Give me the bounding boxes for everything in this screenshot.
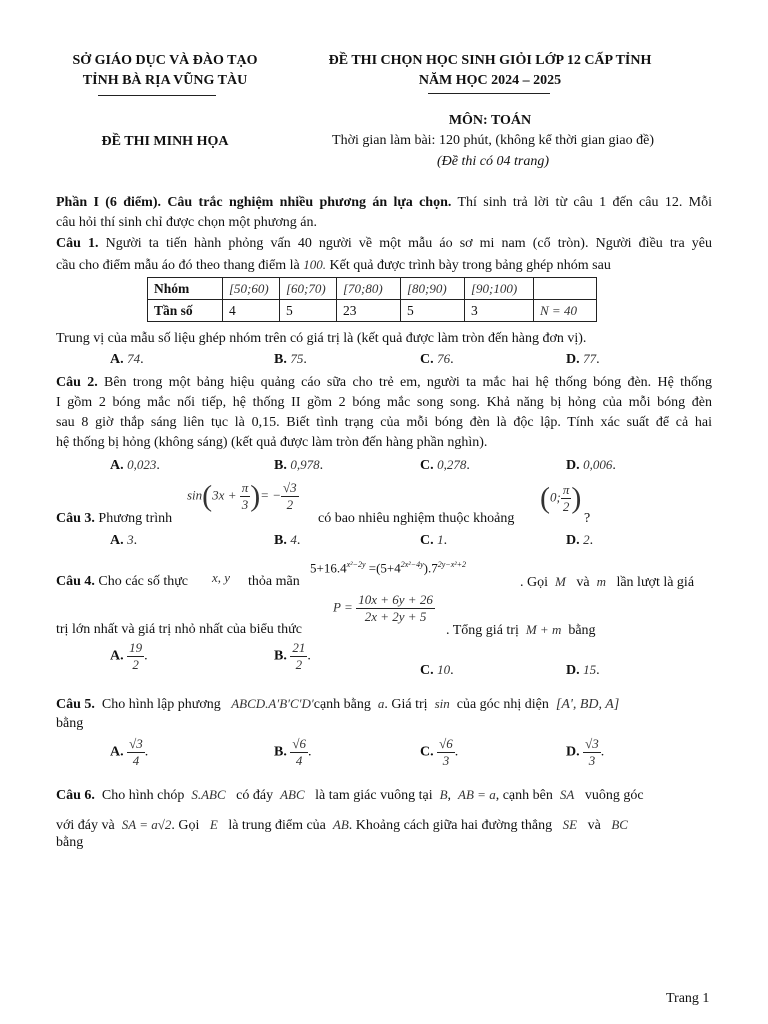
denominator: 4	[295, 753, 303, 768]
q4-expression-P	[333, 592, 435, 625]
denominator: 2x + 2y + 5	[364, 609, 427, 624]
q6-text: Cho hình chóp	[101, 788, 185, 803]
pages-note: (Đề thi có 04 trang)	[437, 154, 549, 169]
exam-title: ĐỀ THI CHỌN HỌC SINH GIỎI LỚP 12 CẤP TỈNH	[328, 53, 652, 68]
q2-label: Câu 2.	[56, 375, 98, 390]
eq-sin: sin	[187, 487, 203, 503]
option-value: 3	[127, 532, 134, 547]
q6-text: . Khoảng cách giữa hai đường thẳng	[348, 818, 553, 833]
q2-line4: hệ thống bị hỏng (không sáng) (kết quả được làm tròn đến hàng phần nghìn).	[56, 435, 488, 450]
q3-question-mark: ?	[584, 511, 591, 526]
frequency-table	[147, 277, 597, 322]
q6-text: vuông góc	[584, 788, 644, 803]
q6-text: , cạnh bên	[495, 788, 553, 803]
table-cell: [80;90)	[401, 278, 465, 300]
q6-text: ,	[447, 788, 452, 803]
department-name: SỞ GIÁO DỤC VÀ ĐÀO TẠO	[72, 53, 258, 68]
q5-option-c[interactable]: C. $\frac{√6}{3}$ .	[420, 736, 459, 768]
eq-part: =(5+4	[368, 560, 401, 576]
paren-left: (	[202, 479, 213, 513]
q6-text: là tam giác vuông tại	[315, 788, 433, 803]
option-label: D.	[566, 533, 580, 548]
page-number: Trang 1	[666, 991, 710, 1006]
table-cell: 23	[337, 300, 401, 322]
q2-option-d[interactable]: D. 0,006.	[566, 457, 616, 473]
q4-text: và	[576, 575, 590, 590]
q1-option-d[interactable]: D. 77.	[566, 351, 600, 367]
q2-text: Bên trong một bảng hiệu quảng cáo sữa cho trẻ em, người ta mắc hai hệ thống bóng đèn. Hệ thống	[97, 375, 712, 390]
pi-over-2-fraction	[561, 482, 572, 515]
option-label: B.	[274, 648, 287, 664]
q5-text: Cho hình lập phương	[101, 697, 221, 712]
option-label: B.	[274, 352, 287, 367]
q2-option-a[interactable]: A. 0,023.	[110, 457, 160, 473]
fraction	[290, 736, 308, 769]
math-term: S.ABC	[191, 787, 226, 802]
q3-text: Phương trình	[94, 511, 173, 526]
math-term: B	[439, 787, 448, 802]
option-value: 0,278	[437, 457, 467, 472]
q1-scale: 100.	[303, 257, 327, 272]
part1-instruction-cont: câu hỏi thí sinh chỉ được chọn một phương án.	[56, 215, 317, 230]
option-label: B.	[274, 533, 287, 548]
q3-text-b: có bao nhiêu nghiệm thuộc khoảng	[318, 511, 515, 526]
province-name: TỈNH BÀ RỊA VŨNG TÀU	[82, 73, 248, 88]
numerator: π	[241, 480, 249, 495]
q4-text: bằng	[568, 623, 596, 638]
q1-text-b1: cầu cho điểm mẫu áo đó theo thang điểm là	[56, 258, 304, 273]
eq-arg: 3x +	[212, 487, 240, 503]
var-M: M	[555, 574, 566, 589]
numerator: 10x + 6y + 26	[358, 592, 433, 607]
option-label: D.	[566, 663, 580, 678]
var-a: a	[377, 696, 385, 711]
eq-exponent: 2x²−4y	[400, 560, 424, 569]
school-year: NĂM HỌC 2024 – 2025	[418, 73, 562, 88]
table-cell: [70;80)	[337, 278, 401, 300]
q4-text: lần lượt là giá	[616, 575, 695, 590]
denominator: 2	[295, 657, 303, 672]
q4-option-a[interactable]: A. $\frac{19}{2}$ .	[110, 640, 148, 672]
option-label: A.	[110, 352, 124, 367]
q2-line3: sau 8 giờ thắp sáng liên tục là 0,15. Biết tình trạng của mỗi bóng đèn là độc lập. Tính xác suất để cả hai	[56, 415, 712, 430]
sin-fn: sin	[434, 696, 450, 711]
option-value: 2	[583, 532, 590, 547]
option-value: 76	[437, 351, 451, 366]
denominator: 2	[286, 497, 294, 512]
paren-right: )	[571, 481, 582, 515]
denominator: 2	[562, 499, 570, 514]
interval-left: 0;	[550, 489, 561, 505]
q4-text-f	[446, 620, 596, 641]
option-value: 77	[583, 351, 597, 366]
q5-option-a[interactable]: A. $\frac{√3}{4}$ .	[110, 736, 149, 768]
option-value: 1	[437, 532, 444, 547]
sum-expr: M + m	[525, 622, 562, 637]
table-row	[148, 300, 597, 322]
dihedral-angle: [A', BD, A]	[555, 697, 620, 712]
q4-text: . Tổng giá trị	[446, 623, 519, 638]
q4-option-c[interactable]: C. 10.	[420, 662, 454, 678]
option-label: B.	[274, 458, 287, 473]
option-value: 0,006	[583, 457, 613, 472]
q1-text-b2: Kết quả được trình bày trong bảng ghép nhóm sau	[326, 258, 611, 273]
option-value: 10	[437, 662, 451, 677]
q5-text: . Giá trị	[384, 697, 428, 712]
exam-type: ĐỀ THI MINH HỌA	[101, 134, 229, 149]
table-cell: 3	[465, 300, 534, 322]
math-term: ABC	[280, 787, 305, 802]
fraction	[127, 736, 145, 769]
q4-vars: x, y	[212, 570, 231, 585]
option-label: C.	[420, 458, 434, 473]
q4-text-b: thỏa mãn	[248, 574, 300, 589]
q4-option-d[interactable]: D. 15.	[566, 662, 600, 678]
q6-text: và	[587, 818, 601, 833]
q5-text: cạnh bằng	[313, 697, 371, 712]
q3-label: Câu 3.	[56, 511, 95, 526]
table-cell: N = 40	[534, 300, 597, 322]
q5-label: Câu 5.	[56, 697, 95, 712]
pi-over-3-fraction	[240, 480, 251, 513]
option-value: 4	[290, 532, 297, 547]
numerator: 21	[292, 640, 306, 655]
option-label: D.	[566, 744, 580, 760]
part1-intro	[56, 193, 712, 213]
sqrt3-over-2-fraction	[281, 480, 299, 513]
math-term: AB = a	[458, 787, 496, 802]
q6-line3: bằng	[56, 835, 84, 850]
q4-text: Cho các số thực	[94, 574, 189, 589]
math-term: BC	[611, 817, 628, 832]
eq-exponent: 2y−x²+2	[437, 560, 467, 569]
q5-option-d[interactable]: D. $\frac{√3}{3}$ .	[566, 736, 605, 768]
header-right	[300, 51, 680, 91]
numerator: √6	[292, 736, 306, 751]
q3-option-c[interactable]: C. 1.	[420, 532, 448, 548]
q4-option-b[interactable]: B. $\frac{21}{2}$ .	[274, 640, 311, 672]
eq-exponent: x²−2y	[346, 560, 366, 569]
q3-option-d[interactable]: D. 2.	[566, 532, 594, 548]
exam-time: Thời gian làm bài: 120 phút, (không kể thời gian giao đề)	[332, 133, 654, 148]
denominator: 3	[442, 753, 450, 768]
math-term: E	[209, 817, 218, 832]
denominator: 3	[588, 753, 596, 768]
q5-text: của góc nhị diện	[456, 697, 549, 712]
var-P: P =	[333, 599, 353, 615]
option-value: 74	[127, 351, 141, 366]
math-term: SA	[559, 787, 575, 802]
q4-text: . Gọi	[520, 575, 548, 590]
q1-text-a: Người ta tiến hành phỏng vấn 40 người về một mẫu áo sơ mi nam (cổ tròn). Người điều tra yêu	[98, 236, 712, 251]
q6-line1	[56, 785, 644, 806]
numerator: √6	[439, 736, 453, 751]
option-label: A.	[110, 533, 124, 548]
math-term: AB	[332, 817, 349, 832]
option-label: A.	[110, 458, 124, 473]
math-term: SA = a√2	[121, 817, 172, 832]
numerator: π	[562, 482, 570, 497]
q6-text: có đáy	[236, 788, 274, 803]
numerator: √3	[585, 736, 599, 751]
option-label: C.	[420, 533, 434, 548]
table-cell: [90;100)	[465, 278, 534, 300]
P-fraction	[356, 592, 435, 625]
denominator: 2	[132, 657, 139, 672]
option-value: 75	[290, 351, 304, 366]
fraction	[437, 736, 455, 769]
denominator: 3	[241, 497, 249, 512]
q2-option-c[interactable]: C. 0,278.	[420, 457, 470, 473]
option-label: A.	[110, 648, 124, 664]
option-label: A.	[110, 744, 124, 760]
q3-interval	[540, 482, 581, 515]
q1-text	[56, 234, 712, 254]
option-label: C.	[420, 744, 434, 760]
q4-text-a	[56, 572, 188, 592]
q1-text-b	[56, 255, 712, 276]
q1-option-b[interactable]: B. 75.	[274, 351, 307, 367]
q2-line1	[56, 373, 712, 393]
option-label: C.	[420, 663, 434, 678]
q1-option-a[interactable]: A. 74.	[110, 351, 144, 367]
q6-text: với đáy và	[56, 818, 115, 833]
q3-text-a	[56, 509, 172, 529]
option-label: D.	[566, 458, 580, 473]
table-cell: [60;70)	[280, 278, 337, 300]
q1-question: Trung vị của mẫu số liệu ghép nhóm trên có giá trị là (kết quả được làm tròn đến hàng đơn vị).	[56, 331, 587, 346]
q6-text: là trung điểm của	[228, 818, 326, 833]
header-right-underline	[428, 93, 550, 94]
q5-text-a	[56, 694, 619, 715]
numerator: √3	[283, 480, 297, 495]
eq-part: 5+16.4	[310, 560, 347, 576]
eq-mid: = −	[260, 487, 282, 503]
option-value: 0,023	[127, 457, 157, 472]
option-value: 15	[583, 662, 597, 677]
q2-option-b[interactable]: B. 0,978.	[274, 457, 324, 473]
option-label: D.	[566, 352, 580, 367]
fraction	[583, 736, 601, 769]
q1-option-c[interactable]: C. 76.	[420, 351, 454, 367]
denominator: 4	[132, 753, 140, 768]
q3-option-a[interactable]: A. 3.	[110, 532, 138, 548]
fraction	[290, 640, 307, 673]
q5-option-b[interactable]: B. $\frac{√6}{4}$ .	[274, 736, 312, 768]
part1-title: Phần I (6 điểm). Câu trắc nghiệm nhiều phương án lựa chọn.	[56, 195, 452, 210]
q6-text: . Gọi	[171, 818, 200, 833]
paren-left: (	[540, 481, 550, 515]
table-cell: 5	[280, 300, 337, 322]
math-term: SE	[562, 817, 578, 832]
table-row	[148, 278, 597, 300]
part1-instruction: Thí sinh trả lời từ câu 1 đến câu 12. Mỗi	[451, 195, 713, 210]
q3-option-b[interactable]: B. 4.	[274, 532, 301, 548]
subject: MÔN: TOÁN	[448, 113, 532, 128]
option-label: C.	[420, 352, 434, 367]
q2-line2: I gồm 2 bóng mắc nối tiếp, hệ thống II gồm 2 bóng mắc song song. Khả năng bị hỏng của mỗi bóng đèn	[56, 395, 712, 410]
numerator: 19	[129, 640, 143, 655]
option-value: 0,978	[290, 457, 320, 472]
q3-equation	[187, 480, 299, 513]
table-cell: 4	[223, 300, 280, 322]
header-left	[40, 51, 290, 91]
option-label: B.	[274, 744, 287, 760]
fraction	[127, 640, 144, 673]
q4-text-e: trị lớn nhất và giá trị nhỏ nhất của biểu thức	[56, 622, 302, 637]
table-cell: [50;60)	[223, 278, 280, 300]
table-header-cell: Nhóm	[148, 278, 223, 300]
header-left-underline	[98, 95, 216, 96]
var-m: m	[596, 574, 606, 589]
table-cell	[534, 278, 597, 300]
table-cell: 5	[401, 300, 465, 322]
eq-part: ).7	[423, 560, 438, 576]
paren-right: )	[250, 479, 261, 513]
q1-label: Câu 1.	[56, 236, 99, 251]
q6-label: Câu 6.	[56, 788, 95, 803]
cube-name: ABCD.A′B′C′D′	[231, 696, 314, 711]
table-header-cell: Tần số	[148, 300, 223, 322]
q4-equation	[310, 560, 466, 576]
q5-text-e: bằng	[56, 716, 84, 731]
numerator: √3	[129, 736, 143, 751]
q4-label: Câu 4.	[56, 574, 95, 589]
q4-text-c	[520, 572, 694, 593]
